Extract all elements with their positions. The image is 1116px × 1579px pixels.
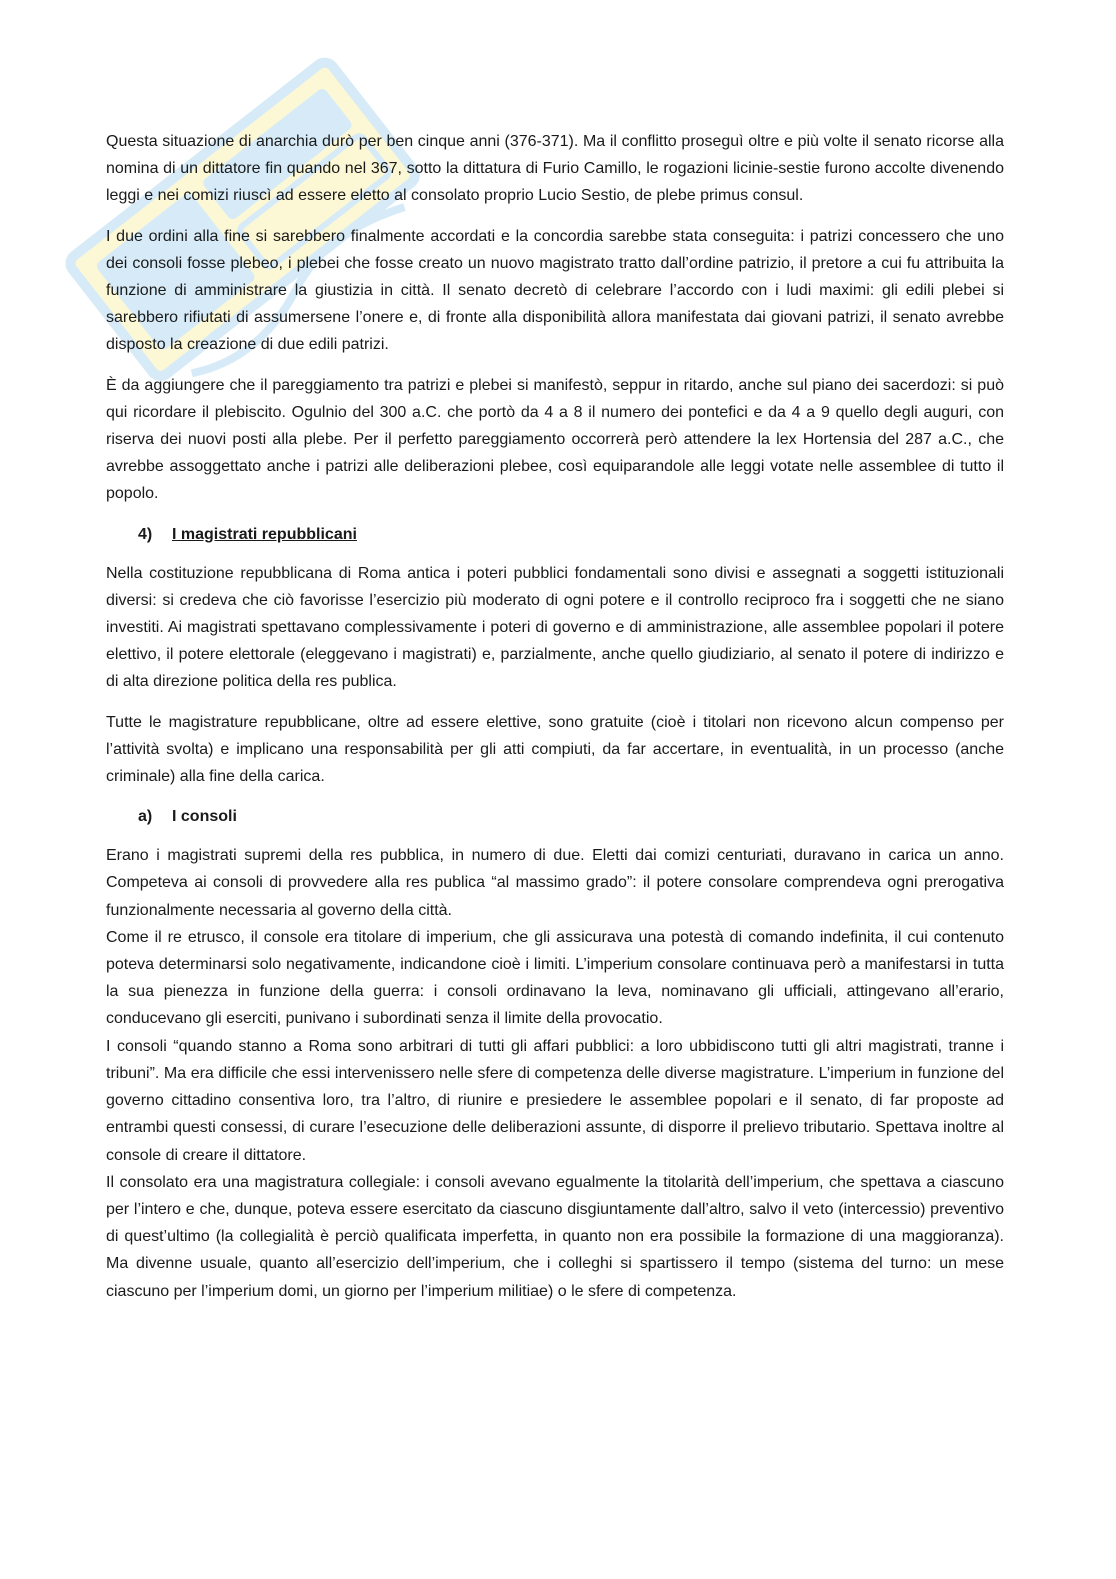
section-heading-magistrati bbox=[106, 521, 1004, 548]
paragraph-magistrature: Tutte le magistrature repubblicane, oltre ad essere elettive, sono gratuite (cioè i titolari non ricevono alcun compenso per l’attività svolta) e implicano una responsabilità per gli atti compiuti, da far accertare, in eventualità, in un processo (anche criminale) alla fine della carica. bbox=[106, 713, 1004, 786]
paragraph-consoli-3: I consoli “quando stanno a Roma sono arbitrari di tutti gli affari pubblici: a loro ubbidiscono tutti gli altri magistrati, tranne i tribuni”. Ma era difficile che essi intervenissero nelle sfere di competenza delle diverse magistrature. L’imperium in funzione del governo cittadino consentiva loro, tra l’altro, di riunire e presiedere le assemblee popolari e il senato, di far proposte ad entrambi questi consessi, di curare l’esecuzione delle deliberazioni assunte, di disporre il prelievo tributario. Spettava inoltre al console di creare il dittatore. bbox=[106, 1037, 1004, 1164]
subsection-number: a) bbox=[138, 808, 153, 826]
paragraph-concordia: I due ordini alla fine si sarebbero finalmente accordati e la concordia sarebbe stata conseguita: i patrizi concessero che uno dei consoli fosse plebeo, i plebei che fosse creato un nuovo magistrato tratto dall’ordine patrizio, il pretore a cui fu attribuita la funzione di amministrare la giustizia in città. Il senato decretò di celebrare l’accordo con i ludi maximi: gli edili plebei si sarebbero rifiutati di assumersene l’onere e, di fronte alla disponibilità allora manifestata dai giovani patrizi, il senato avrebbe disposto la creazione di due edili patrizi. bbox=[106, 227, 1004, 354]
section-number: 4) bbox=[138, 525, 153, 543]
paragraph-anarchia: Questa situazione di anarchia durò per ben cinque anni (376-371). Ma il conflitto proseguì oltre e più volte il senato ricorse alla nomina di un dittatore fin quando nel 367, sotto la dittatura di Furio Camillo, le rogazioni licinie-sestie furono accolte divenendo leggi e nei comizi riuscì ad essere eletto al consolato proprio Lucio Sestio, de plebe primus consul. bbox=[106, 133, 1004, 205]
subsection-heading-consoli bbox=[106, 803, 1004, 830]
paragraph-consoli-1: Erano i magistrati supremi della res pubblica, in numero di due. Eletti dai comizi centuriati, duravano in carica un anno. Competeva ai consoli di provvedere alla res publica “al massimo grado”: il potere consolare comprendeva ogni prerogativa funzionalmente necessaria al governo della città. bbox=[106, 847, 1004, 919]
document-page bbox=[106, 128, 1004, 1305]
paragraph-pareggiamento: È da aggiungere che il pareggiamento tra patrizi e plebei si manifestò, seppur in ritardo, anche sul piano dei sacerdozi: si può qui ricordare il plebiscito. Ogulnio del 300 a.C. che portò da 4 a 8 il numero dei pontefici e da 4 a 9 quello degli auguri, con riserva dei nuovi posti alla plebe. Per il perfetto pareggiamento occorrerà però attendere la lex Hortensia del 287 a.C., che avrebbe assoggettato anche i patrizi alle deliberazioni plebee, così equiparandole alle leggi votate nelle assemblee di tutto il popolo. bbox=[106, 376, 1004, 503]
paragraph-consoli-2: Come il re etrusco, il console era titolare di imperium, che gli assicurava una potestà di comando indefinita, il cui contenuto poteva determinarsi solo negativamente, indicandone cioè i limiti. L’imperium consolare continuava però a manifestarsi in tutta la sua pienezza in funzione della guerra: i consoli ordinavano la leva, nominavano gli ufficiali, attingevano all’erario, conducevano gli eserciti, punivano i subordinati senza il limite della provocatio. bbox=[106, 928, 1004, 1028]
section-title: I magistrati repubblicani bbox=[172, 525, 357, 543]
paragraph-consoli-4: Il consolato era una magistratura collegiale: i consoli avevano egualmente la titolarità dell’imperium, che spettava a ciascuno per l’intero e che, dunque, poteva essere esercitato da ciascuno disgiuntamente dall’altro, salvo il veto (intercessio) preventivo di quest’ultimo (la collegialità è perciò qualificata imperfetta, in quanto non era possibile la formazione di una maggioranza). Ma divenne usuale, quanto all’esercizio dell’imperium, che i colleghi si spartissero il tempo (sistema del turno: un mese ciascuno per l’imperium domi, un giorno per l’imperium militiae) o le sfere di competenza. bbox=[106, 1173, 1004, 1300]
subsection-title: I consoli bbox=[172, 808, 237, 826]
paragraph-costituzione: Nella costituzione repubblicana di Roma antica i poteri pubblici fondamentali sono divisi e assegnati a soggetti istituzionali diversi: si credeva che ciò favorisse l’esercizio più moderato di ogni potere e il controllo reciproco fra i soggetti che ne siano investiti. Ai magistrati spettavano complessivamente i poteri di governo e di amministrazione, alle assemblee popolari il potere elettivo, il potere elettorale (eleggevano i magistrati) e, parzialmente, anche quello giudiziario, al senato il potere di indirizzo e di alta direzione politica della res publica. bbox=[106, 564, 1004, 691]
